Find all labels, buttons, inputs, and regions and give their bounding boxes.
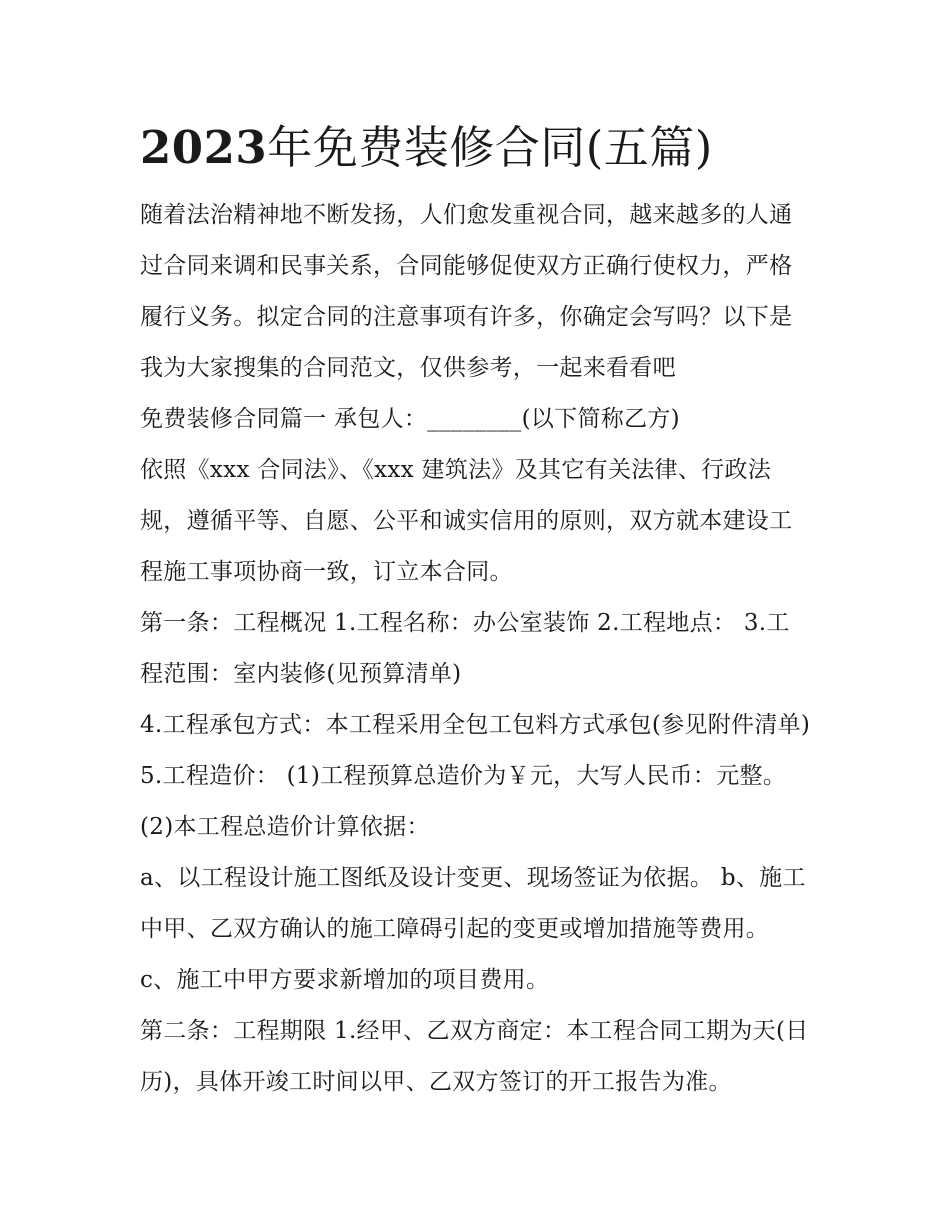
document-body [140,190,812,1108]
document-title [140,118,812,178]
paragraph-contractor: 免费装修合同篇一 承包人：________(以下简称乙方) [140,406,680,432]
paragraph-legal-basis: 依照《xxx 合同法》、《xxx 建筑法》及其它有关法律、行政法规，遵循平等、自愿、公平和诚实信用的原则，双方就本建设工程施工事项协商一致，订立本合同。 [140,457,793,585]
paragraph-contract-method: 4.工程承包方式：本工程采用全包工包料方式承包(参见附件清单) 5.工程造价： (1)工程预算总造价为￥元，大写人民币：元整。 (2)本工程总造价计算依据： [140,712,811,840]
title-year: 2023 [140,121,268,174]
paragraph-intro: 随着法治精神地不断发扬，人们愈发重视合同，越来越多的人通过合同来调和民事关系，合同能够促使双方正确行使权力，严格履行义务。拟定合同的注意事项有许多，你确定会写吗？以下是我为大家搜集的合同范文，仅供参考，一起来看看吧 [140,202,793,381]
document-page [140,118,812,1108]
paragraph-article-1: 第一条：工程概况 1.工程名称：办公室装饰 2.工程地点： 3.工程范围：室内装修(见预算清单) [140,610,790,687]
title-text: 年免费装修合同(五篇) [267,121,713,174]
paragraph-cost-basis: a、以工程设计施工图纸及设计变更、现场签证为依据。 b、施工中甲、乙双方确认的施工障碍引起的变更或增加措施等费用。 c、施工中甲方要求新增加的项目费用。 [140,865,806,993]
paragraph-article-2: 第二条：工程期限 1.经甲、乙双方商定：本工程合同工期为天(日历)，具体开竣工时间以甲、乙双方签订的开工报告为准。 [140,1018,809,1095]
